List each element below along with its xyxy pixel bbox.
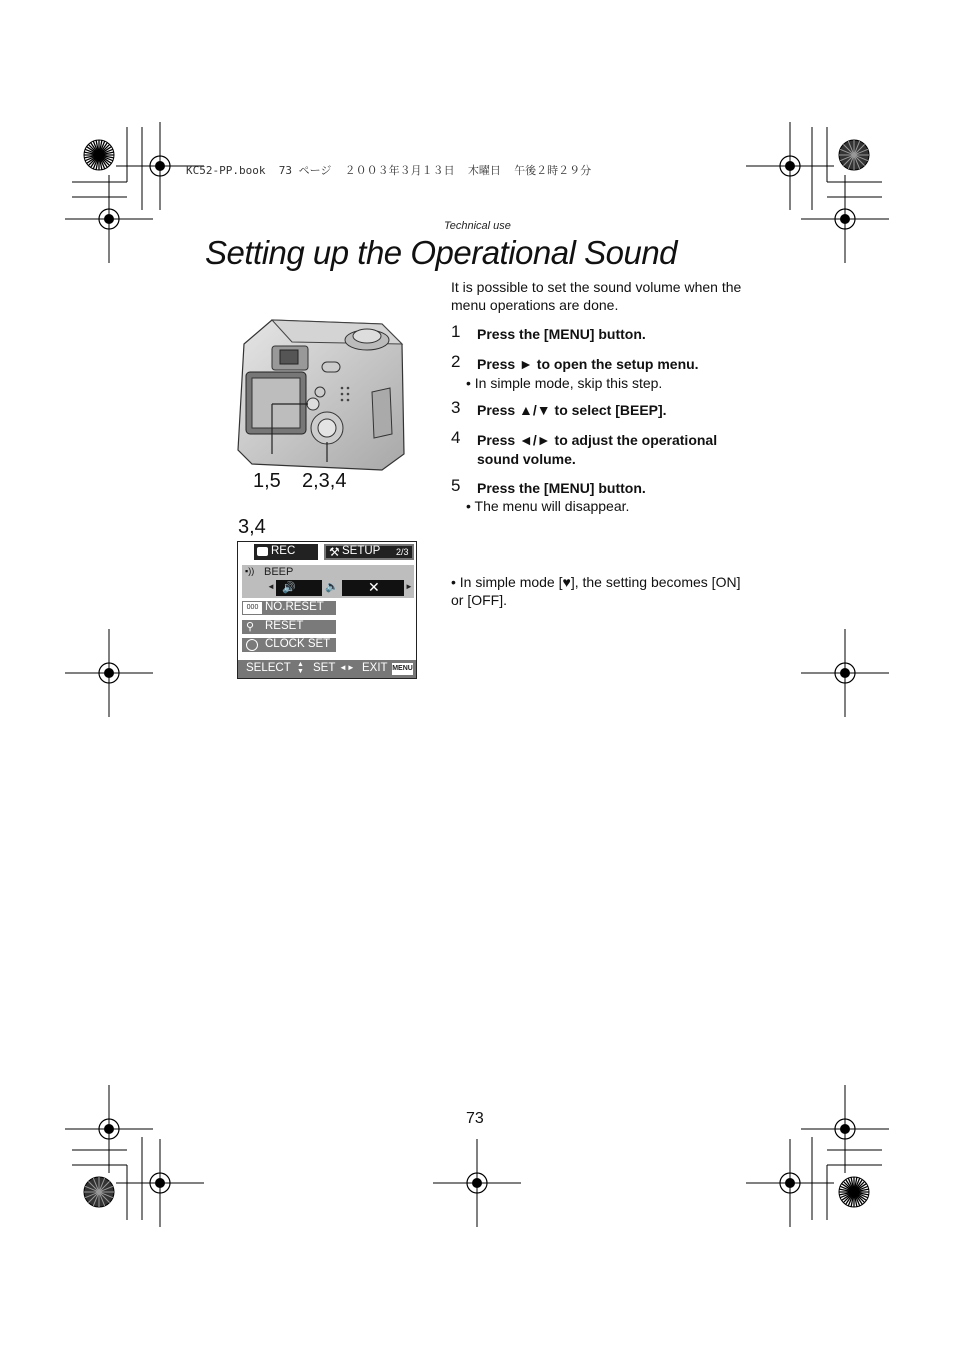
beep-label: BEEP — [264, 566, 294, 578]
volume-low-icon: 🔉 — [322, 580, 342, 596]
page-title: Setting up the Operational Sound — [205, 234, 678, 271]
step-text: Press ▲/▼ to select [BEEP]. — [477, 402, 667, 418]
tab-rec — [254, 544, 318, 560]
step-number: 3 — [451, 398, 461, 417]
menu-item-label: RESET — [265, 620, 304, 632]
volume-selector — [276, 580, 404, 596]
heart-icon: ♥ — [562, 574, 571, 590]
step-number: 2 — [451, 352, 461, 371]
numbers-icon: 000 — [243, 602, 262, 614]
left-right-icon: ◄► — [339, 663, 355, 672]
speaker-icon: ▪)) — [245, 566, 255, 576]
arrow-left-icon: ◄ — [267, 582, 275, 591]
menu-item-no-reset — [242, 601, 336, 615]
tab-rec-label: REC — [271, 545, 296, 557]
section-label: Technical use — [444, 220, 511, 232]
footer-set: SET — [313, 662, 336, 674]
footer-exit: EXIT — [362, 662, 388, 674]
lcd-footer — [238, 660, 416, 678]
menu-item-clock-set — [242, 638, 336, 652]
footer-select: SELECT — [246, 662, 291, 674]
menu-badge: MENU — [392, 663, 413, 675]
step-number: 1 — [451, 322, 461, 341]
camera-icon — [257, 547, 268, 556]
step-number: 5 — [451, 476, 461, 495]
lcd-label: 3,4 — [238, 516, 266, 538]
callout-2-3-4: 2,3,4 — [302, 470, 347, 492]
menu-item-label: NO.RESET — [265, 601, 324, 613]
wrench-icon: ⚒ — [329, 545, 340, 559]
step-number: 4 — [451, 428, 461, 447]
step-5-note: • The menu will disappear. — [466, 498, 630, 514]
up-down-icon: ▲ ▼ — [297, 661, 304, 675]
step-text: Press the [MENU] button. — [477, 326, 646, 342]
menu-item-label: CLOCK SET — [265, 638, 331, 650]
lcd-menu-screen — [237, 541, 417, 679]
callout-1-5: 1,5 — [253, 470, 281, 492]
print-header: KC52-PP.book 73 ページ ２００３年３月１３日 木曜日 午後２時２９分 — [186, 164, 592, 177]
tab-setup — [324, 544, 414, 560]
mute-icon: ✕ — [368, 579, 380, 595]
simple-mode-note — [451, 573, 751, 609]
step-2-note: • In simple mode, skip this step. — [466, 375, 663, 391]
step-text: Press ► to open the setup menu. — [477, 356, 699, 372]
intro-text: It is possible to set the sound volume when the menu operations are done. — [451, 279, 742, 313]
menu-item-reset — [242, 620, 336, 634]
page-indicator: 2/3 — [396, 547, 409, 557]
arrow-right-icon: ► — [405, 582, 413, 591]
camera-illustration — [232, 314, 410, 474]
tab-setup-label: SETUP — [342, 545, 381, 557]
simple-mode-note-before: • In simple mode [ — [451, 574, 563, 590]
reset-icon: ⚲ — [246, 621, 255, 633]
step-text: Press ◄/► to adjust the operational sound volume. — [477, 432, 718, 467]
page-number: 73 — [466, 1110, 484, 1127]
lcd-tabs — [238, 542, 416, 562]
beep-row — [242, 565, 414, 598]
simple-mode-note-after: ], the setting becomes [ON] or [OFF]. — [451, 574, 741, 608]
step-text: Press the [MENU] button. — [477, 480, 646, 496]
volume-high-icon: 🔊 — [282, 582, 296, 594]
clock-icon — [246, 639, 258, 651]
